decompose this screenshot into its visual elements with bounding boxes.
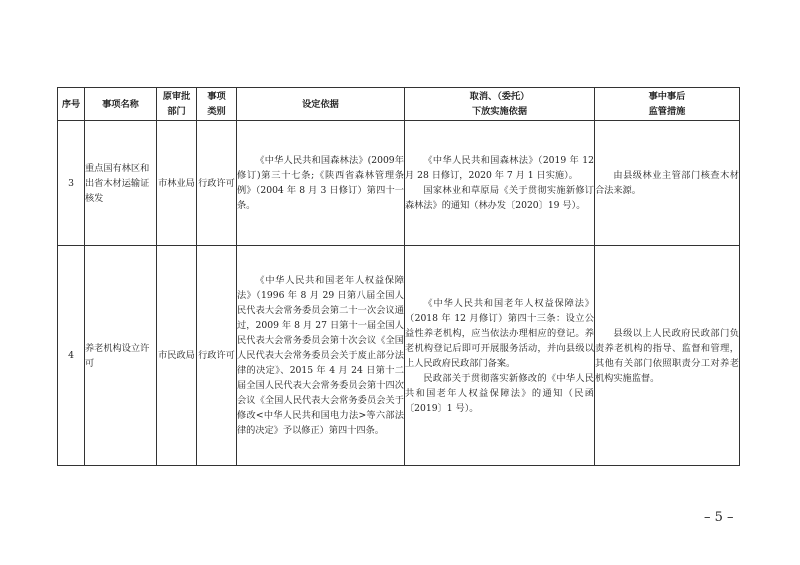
approval-dept: 市林业局 (157, 121, 197, 246)
row-number: 4 (58, 246, 85, 466)
header-type: 事项 类别 (197, 88, 237, 121)
table-row (58, 121, 740, 246)
cancel-basis: 《中华人民共和国老年人权益保障法》（2018 年 12 月修订）第四十三条：设立公益性养老机构，应当依法办理相应的登记。养老机构登记后即可开展服务活动，并向县级以上人民政府民政部门备案。 民政部关于贯彻落实新修改的《中华人民共和国老年人权益保障法》的通知（民函〔2019〕1 号）。 (405, 246, 595, 466)
header-no: 序号 (58, 88, 85, 121)
header-dept: 原审批 部门 (157, 88, 197, 121)
cancel-basis: 《中华人民共和国森林法》（2019 年 12 月 28 日修订，2020 年 7 月 1 日实施）。 国家林业和草原局《关于贯彻实施新修订森林法》的通知（林办发〔2020〕19 号）。 (405, 121, 595, 246)
header-supervise: 事中事后 监管措施 (595, 88, 740, 121)
supervision-measures: 由县级林业主管部门核查木材合法来源。 (595, 121, 740, 246)
item-name: 养老机构设立许可 (85, 246, 157, 466)
header-row (58, 88, 740, 121)
item-type: 行政许可 (197, 121, 237, 246)
legal-basis: 《中华人民共和国森林法》(2009年修订)第三十七条;《陕西省森林管理条例》（2004 年 8 月 3 日修订）第四十一条。 (237, 121, 405, 246)
row-number: 3 (58, 121, 85, 246)
table-row (58, 246, 740, 466)
header-name: 事项名称 (85, 88, 157, 121)
legal-basis: 《中华人民共和国老年人权益保障法》（1996 年 8 月 29 日第八届全国人民代表大会常务委员会第二十一次会议通过，2009 年 8 月 27 日第十一届全国人民代表大会常务委员会第十次会议《全国人民代表大会常务委员会关于废止部分法律的决定》、2015 年 4 月 24 日第十二届全国人民代表大会常务委员会第十四次会议《全国人民代表大会常务委员会关于修改<中华人民共和国电力法>等六部法律的决定》予以修正）第四十四条。 (237, 246, 405, 466)
supervision-measures: 县级以上人民政府民政部门负责养老机构的指导、监督和管理，其他有关部门依照职责分工对养老机构实施监督。 (595, 246, 740, 466)
item-name: 重点国有林区和出省木材运输证核发 (85, 121, 157, 246)
approval-dept: 市民政局 (157, 246, 197, 466)
item-type: 行政许可 (197, 246, 237, 466)
page-number: – 5 – (704, 510, 734, 525)
approval-items-table (57, 87, 740, 466)
header-cancel: 取消、（委托） 下放实施依据 (405, 88, 595, 121)
header-basis: 设定依据 (237, 88, 405, 121)
